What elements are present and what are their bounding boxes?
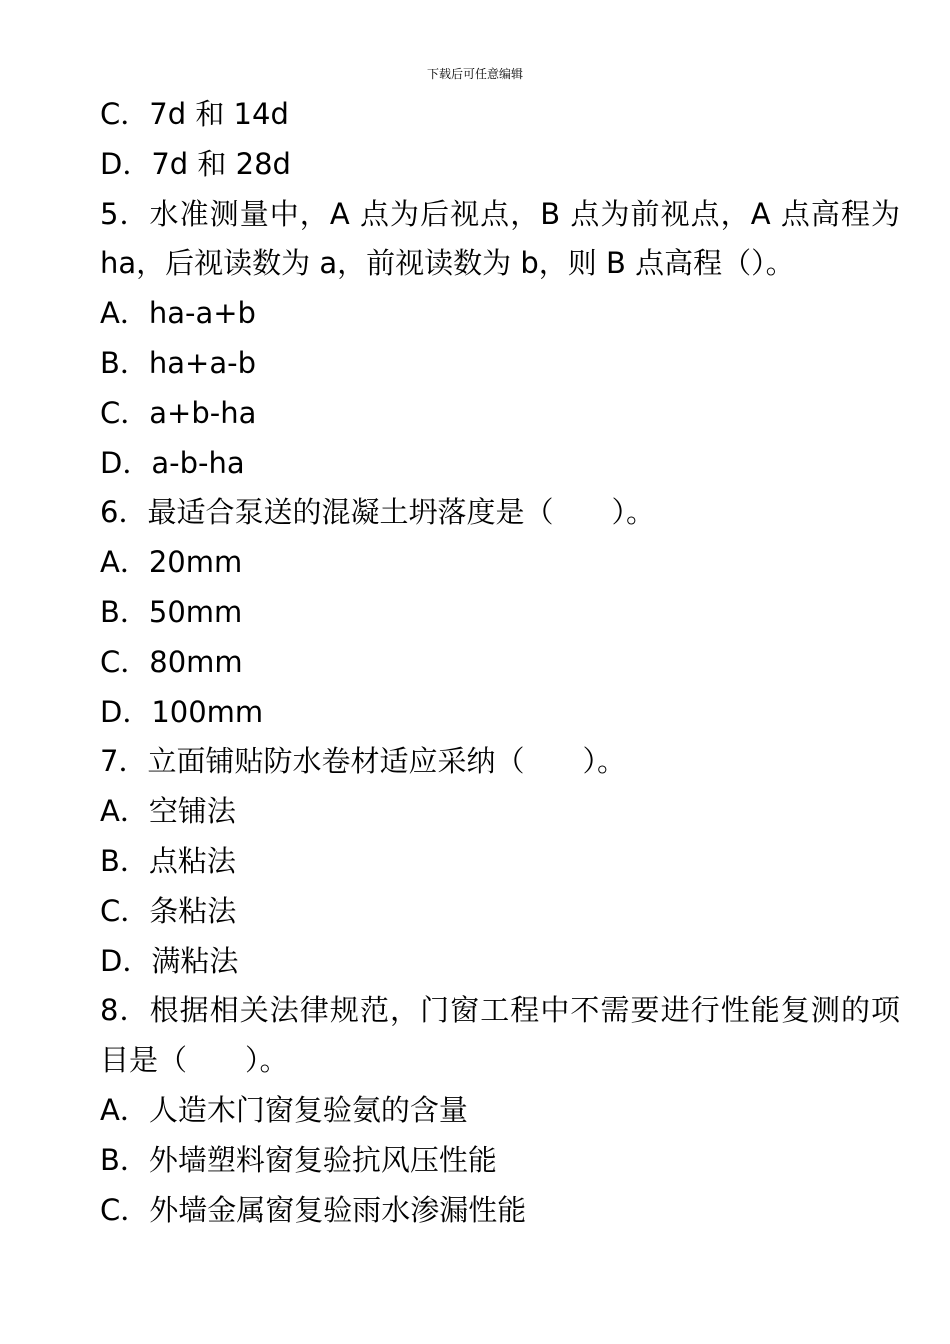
text-line: A．空铺法	[100, 794, 236, 829]
text-line: D．满粘法	[100, 943, 239, 978]
text-line: D．a-b-ha	[100, 445, 245, 480]
text-line: B．50mm	[100, 594, 243, 629]
text-line: C．条粘法	[100, 893, 237, 928]
question-content	[100, 90, 900, 1235]
text-line: C．7d 和 14d	[100, 97, 289, 131]
text-line: B．点粘法	[100, 843, 236, 878]
text-line: 5．水准测量中，A 点为后视点，B 点为前视点，A 点高程为 ha，后视读数为 a，前视读数为 b，则 B 点高程（）。	[100, 196, 900, 281]
text-line: A．人造木门窗复验氨的含量	[100, 1092, 468, 1127]
text-line: 7．立面铺贴防水卷材适应采纳（ ）。	[100, 744, 626, 779]
text-line: B．外墙塑料窗复验抗风压性能	[100, 1142, 497, 1177]
text-line: 8．根据相关法律规范，门窗工程中不需要进行性能复测的项目是（ ）。	[100, 993, 900, 1078]
text-line: C．a+b-ha	[100, 395, 257, 430]
text-line: C．外墙金属窗复验雨水渗漏性能	[100, 1192, 527, 1227]
text-line: A．20mm	[100, 545, 243, 580]
text-line: D．100mm	[100, 694, 264, 729]
text-line: A．ha-a+b	[100, 296, 256, 331]
text-line: 6．最适合泵送的混凝土坍落度是（ ）。	[100, 495, 655, 530]
text-line: D．7d 和 28d	[100, 146, 291, 181]
header-note: 下载后可任意编辑	[426, 67, 523, 81]
text-line: B．ha+a-b	[100, 345, 256, 380]
text-line: C．80mm	[100, 644, 243, 679]
